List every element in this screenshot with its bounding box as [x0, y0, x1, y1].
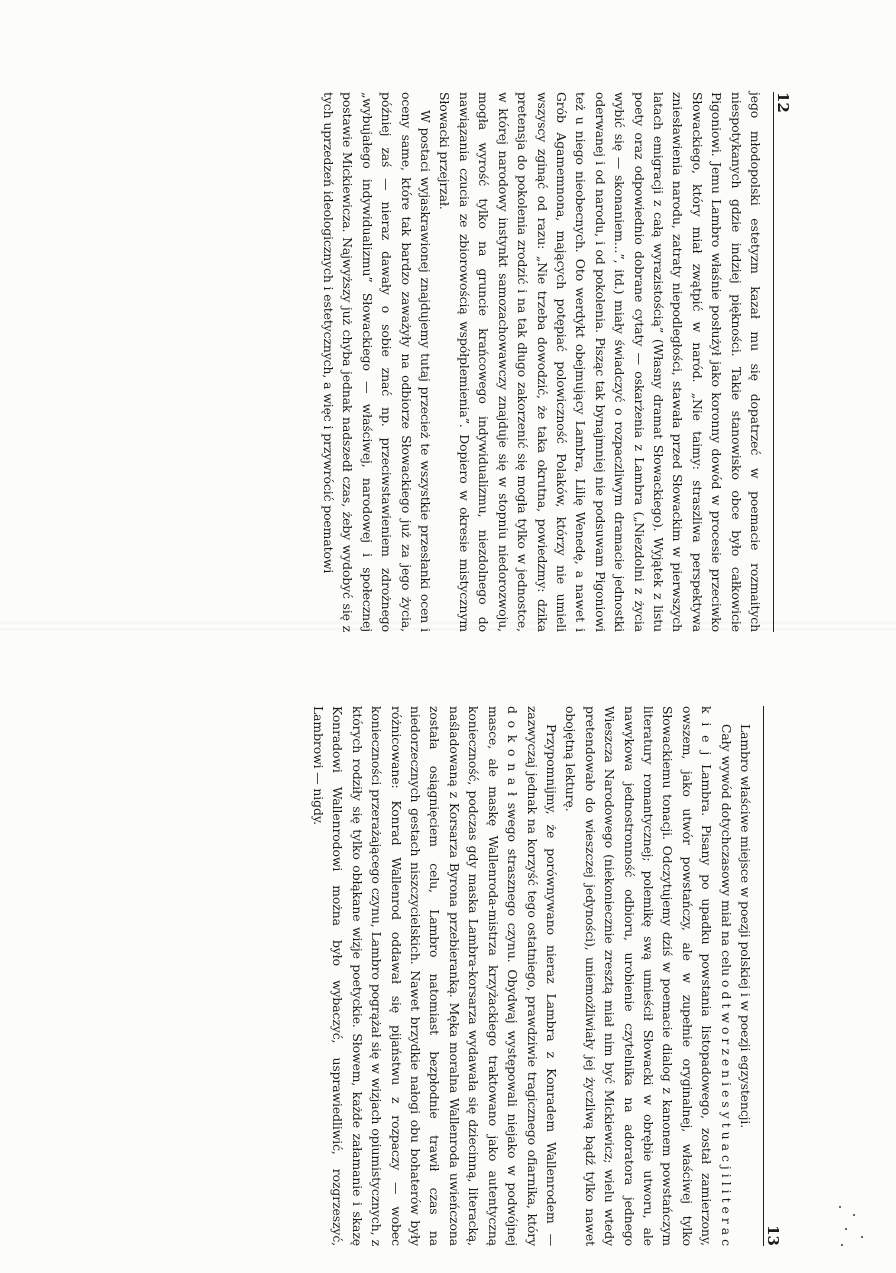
right-page-header — [763, 706, 786, 1246]
left-paragraph-2: W postaci wyjaskrawionej znajdujemy tutaj przecież te wszystkie przesłanki ocen i oceny same, które tak bardzo zaważyły na odbiorze Słowackiego już za jego życia, później zaś — nieraz dawały o sobie znać np. przeciwstawieniem zdrożnego „wybujałego indywidualizmu” Słowackiego — właściwej, narodowej i społecznej postawie Mickiewicza. Najwyższy już chyba jednak nadszedł czas, żeby wydobyć się z tych uprzedzeń ideologicznych i estetycznych, a więc i przywrócić poematowi — [321, 92, 434, 632]
left-page-number: 12 — [774, 92, 792, 113]
right-page — [311, 706, 786, 1246]
right-paragraph-3: Przypomnijmy, że porównywano nieraz Lambra z Konradem Wallenrodem — zazwyczaj jednak na korzyść tego ostatniego, prawdziwie tragicznego ofiarnika, który d o k o n a ł swego strasznego czynu. Obydwaj występowali niejako w podwójnej masce, ale maskę Wallenroda-mistrza krzyżackiego traktowano jako autentyczną konieczność, podczas gdy maska Lambra-korsarza wydawała się dziecinną, literacką, naśladowaną z Korsarza Byrona przebieranką. Męka moralna Wallenroda uwieńczona została osiągnięciem celu, Lambro natomiast bezpłodnie trawił czas na niedorzecznych gestach niszczycielskich. Nawet brzydkie nałogi obu bohaterów były różnicowane: Konrad Wallenrod oddawał się pijaństwu z rozpaczy — wobec konieczności przerażającego czynu, Lambro pogrążał się w wizjach opiumistycznych, z których rodziły się tylko obłąkane wizje poetyckie. Słowem, każde załamanie i skazę Konradowi Wallenrodowi można było wybaczyć, usprawiedliwić, rozgrzeszyć, Lambrowi — nigdy. — [311, 706, 559, 1246]
scan-specks — [835, 1200, 875, 1250]
left-paragraph-1: jego młodopolski estetyzm kazał mu się dopatrzeć w poemacie rozmaitych niespotykanych gdzie indziej piękności. Takie stanowisko obce było całkowicie Pigoniowi. Jemu Lambro właśnie posłużył jako koronny dowód w procesie przeciwko Słowackiego, który miał zwątpić w naród. „Nie taimy: straszliwa perspektywa zniesławienia narodu, zatraty niepodległości, stawała przed Słowackim w pierwszych latach emigracji z całą wyrazistością” (Własny dramat Słowackiego). Wyjątek z listu poety oraz odpowiednio dobrane cytaty — oskarżenia z Lambra („Niezdolni z życia wybić się — skonaniem...”, itd.) miały świadczyć o rozpaczliwym dramacie jednostki oderwanej i od narodu, i od pokolenia. Pisząc tak bynajmniej nie podsuwam Pigoniowi też u niego nieobecnych. Oto werdykt obejmujący Lambra, Lilię Wenedę, a nawet i Grób Agamemnona, mających potępiać polowiczność Polaków, którzy nie umieli wszyscy zginąć od razu: „Nie trzeba dowodzić, że taka okrutna, powiedzmy: dzika pretensja do pokolenia zrodzić i na tak długo zakorzenić się mogła tylko w jednostce, w której narodowy instynkt samozachowawczy znajduje się w stopniu niedorozwoju, mogła wyrość tylko na gruncie krańcowego indywidualizmu, niezdolnego do nawiązania czucia ze zbiorowością współplemienia”. Dopiero w okresie mistycznym Słowacki przejrzał. — [437, 92, 763, 632]
right-paragraph-2: Cały wywód dotychczasowy miał na celu o d t w o r z e n i e s y t u a c j i l i t e r a c k i e j Lambra. Pisany po upadku powstania listopadowego, został zamierzony, owszem, jako utwór powstańczy, ale w zupełnie oryginalnej, właściwej tylko Słowackiemu tonacji. Odczytujemy dziś w poemacie dialog z kanonem powstańczym literatury romantycznej; polemikę swą umieścił Słowacki w obrębie utworu, ale nawykowa jednostronność odbioru, urobienie czytelnika na adoratora jednego Wieszcza Narodowego (niekoniecznie zresztą miał nim być Mickiewicz; wielu wtedy pretendowało do wieszczej jedyności), uniemożliwiały jej życzliwą bądź tylko nawet obojętną lekturę. — [563, 706, 734, 1246]
right-page-number: 13 — [764, 1225, 782, 1246]
right-paragraph-1: Lambro właściwe miejsce w poezji polskiej i w poezji egzystencji. — [738, 724, 753, 1129]
left-page — [321, 92, 796, 632]
left-page-header — [773, 92, 796, 632]
